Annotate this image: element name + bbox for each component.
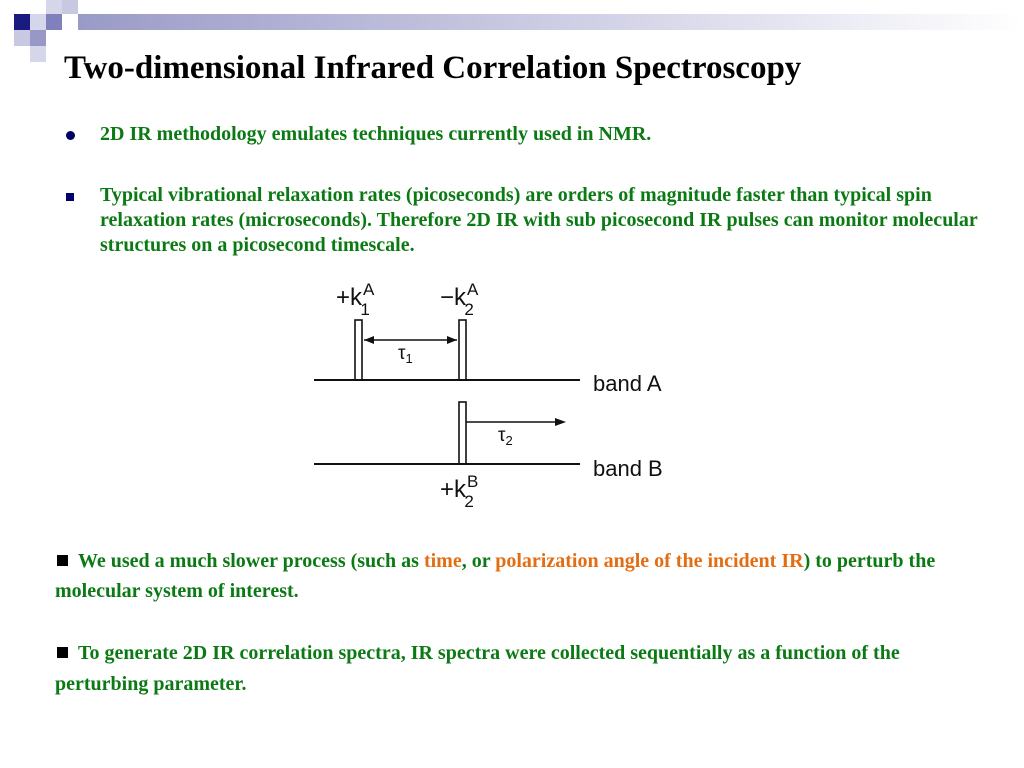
slide-title: Two-dimensional Infrared Correlation Spectroscopy xyxy=(64,50,802,86)
deco-square xyxy=(62,0,78,14)
deco-square xyxy=(30,14,46,30)
pulse-3 xyxy=(459,402,466,464)
deco-square xyxy=(30,30,46,46)
pulse-label-k1a: $+k^A$ 1 xyxy=(336,280,375,319)
tau2-label: $\tau_2$ xyxy=(498,425,513,448)
paragraph-perturbation: We used a much slower process (such as time, or polarization angle of the incident IR) to perturb the molecular system of interest. xyxy=(55,550,936,602)
tau1-arrowhead-right xyxy=(447,336,457,344)
deco-square xyxy=(46,0,62,14)
deco-square xyxy=(30,46,46,62)
deco-square xyxy=(14,14,30,30)
paragraph-collection: To generate 2D IR correlation spectra, IR spectra were collected sequentially as a function of the perturbing parameter. xyxy=(55,642,900,695)
band-b-label: band B xyxy=(593,456,663,481)
deco-square xyxy=(46,14,62,30)
highlight-time: time xyxy=(423,550,462,572)
bullet-dot-icon xyxy=(66,131,75,140)
highlight-polarization: polarization angle of the incident IR xyxy=(495,550,804,572)
pulse-2 xyxy=(459,320,466,380)
bullet-text-2: Typical vibrational relaxation rates (picoseconds) are orders of magnitude faster than typical spin relaxation rates (microseconds). Therefore 2D IR with sub picosecond IR pulses can monitor molecular structures on a picosecond timescale. xyxy=(100,184,978,256)
deco-square xyxy=(14,30,30,46)
header-gradient-bar xyxy=(78,14,1024,30)
bullet-square-icon xyxy=(57,555,68,566)
tau1-arrowhead-left xyxy=(364,336,374,344)
pulse-sequence-diagram xyxy=(300,275,700,520)
bullet-square-icon xyxy=(66,193,74,201)
pulse-label-k2a: $-k^A$ 2 xyxy=(440,280,479,319)
band-a-label: band A xyxy=(593,371,662,396)
pulse-1 xyxy=(355,320,362,380)
bullet-text-1: 2D IR methodology emulates techniques currently used in NMR. xyxy=(100,123,652,145)
pulse-label-k2b: $+k^B$ 2 xyxy=(440,472,479,511)
bullet-square-icon xyxy=(57,647,68,658)
tau1-label: $\tau_1$ xyxy=(398,343,413,366)
tau2-arrowhead xyxy=(555,418,566,426)
